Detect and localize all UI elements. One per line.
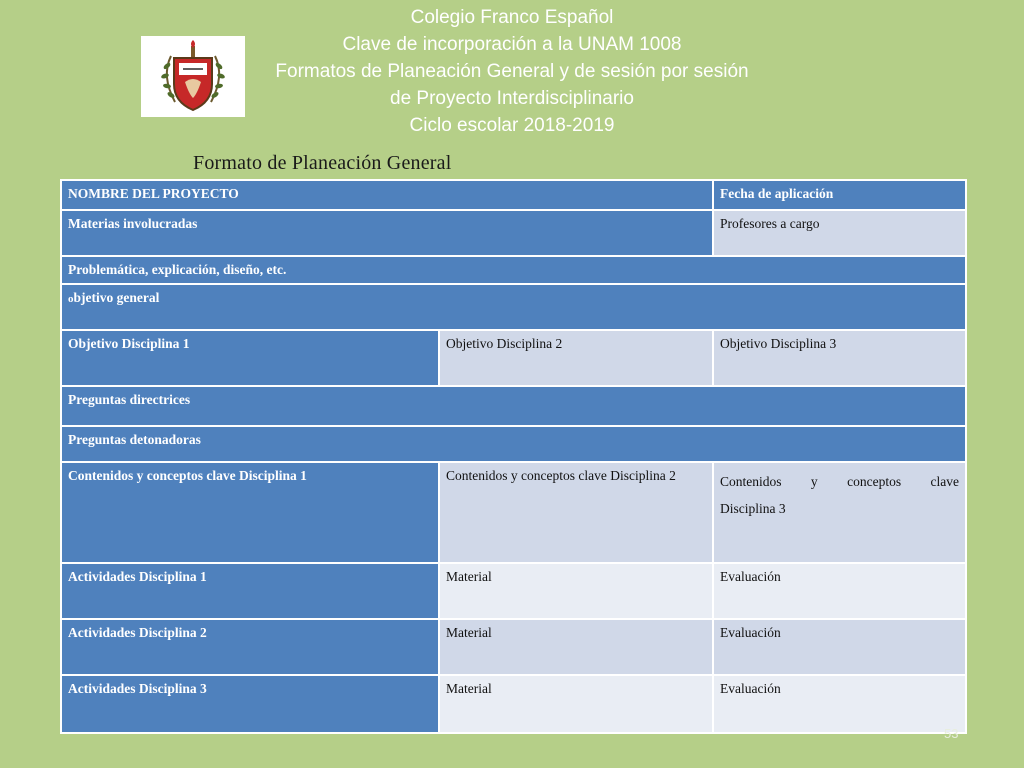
school-name: Colegio Franco Español — [410, 7, 614, 28]
guiding-questions-cell[interactable]: Preguntas directrices — [61, 386, 966, 426]
contents-discipline-3-cell[interactable] — [713, 462, 966, 563]
general-planning-table — [60, 179, 967, 734]
subjects-cell[interactable]: Materias involucradas — [61, 210, 713, 256]
evaluation-3-cell[interactable]: Evaluación — [713, 675, 966, 733]
material-2-cell[interactable]: Material — [439, 619, 713, 675]
table-row — [61, 563, 966, 619]
form-title: Formato de Planeación General — [193, 152, 452, 174]
project-type: de Proyecto Interdisciplinario — [390, 88, 634, 109]
school-logo — [141, 36, 245, 117]
general-objective-initial: o — [68, 293, 74, 305]
activities-discipline-2-cell[interactable]: Actividades Disciplina 2 — [61, 619, 439, 675]
school-year: Ciclo escolar 2018-2019 — [409, 115, 615, 136]
activities-discipline-1-cell[interactable]: Actividades Disciplina 1 — [61, 563, 439, 619]
teachers-cell[interactable]: Profesores a cargo — [713, 210, 966, 256]
formats-title: Formatos de Planeación General y de sesión por sesión — [275, 61, 749, 82]
table-row — [61, 386, 966, 426]
project-name-cell[interactable]: NOMBRE DEL PROYECTO — [61, 180, 713, 210]
table-row — [61, 462, 966, 563]
contents-discipline-3-line2: Disciplina 3 — [720, 501, 786, 516]
table-row — [61, 426, 966, 462]
contents-discipline-3-line1: Contenidos y conceptos clave — [720, 474, 959, 489]
table-row — [61, 330, 966, 386]
general-objective-cell[interactable] — [61, 284, 966, 330]
incorporation-key: Clave de incorporación a la UNAM 1008 — [342, 34, 682, 55]
table-row — [61, 619, 966, 675]
material-1-cell[interactable]: Material — [439, 563, 713, 619]
table-row — [61, 284, 966, 330]
activities-discipline-3-cell[interactable]: Actividades Disciplina 3 — [61, 675, 439, 733]
table-row — [61, 210, 966, 256]
problem-statement-cell[interactable]: Problemática, explicación, diseño, etc. — [61, 256, 966, 284]
objective-discipline-1-cell[interactable]: Objetivo Disciplina 1 — [61, 330, 439, 386]
contents-discipline-1-cell[interactable]: Contenidos y conceptos clave Disciplina 1 — [61, 462, 439, 563]
evaluation-1-cell[interactable]: Evaluación — [713, 563, 966, 619]
objective-discipline-2-cell[interactable]: Objetivo Disciplina 2 — [439, 330, 713, 386]
application-date-cell[interactable]: Fecha de aplicación — [713, 180, 966, 210]
material-3-cell[interactable]: Material — [439, 675, 713, 733]
trigger-questions-cell[interactable]: Preguntas detonadoras — [61, 426, 966, 462]
evaluation-2-cell[interactable]: Evaluación — [713, 619, 966, 675]
table-row — [61, 180, 966, 210]
table-row — [61, 256, 966, 284]
objective-discipline-3-cell[interactable]: Objetivo Disciplina 3 — [713, 330, 966, 386]
table-row — [61, 675, 966, 733]
slide-number: 53 — [944, 726, 959, 741]
contents-discipline-2-cell[interactable]: Contenidos y conceptos clave Disciplina 2 — [439, 462, 713, 563]
general-objective-label: bjetivo general — [73, 290, 160, 305]
